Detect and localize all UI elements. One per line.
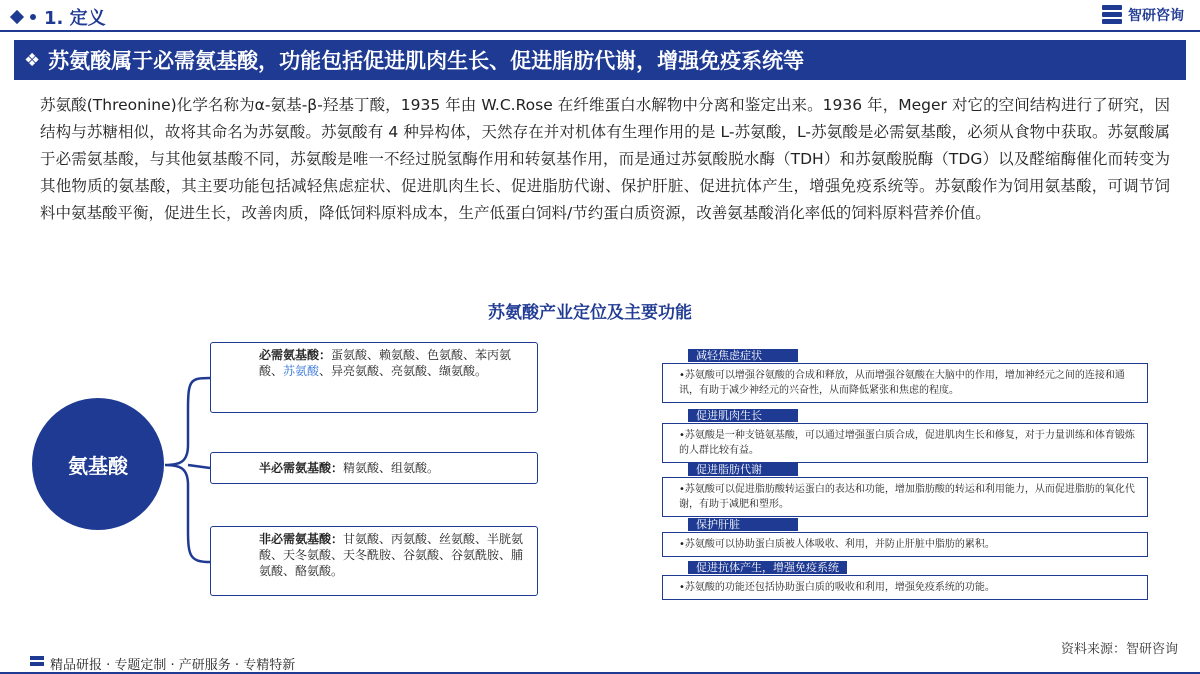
non-essential-list: 甘氨酸、丙氨酸、丝氨酸、半胱氨酸、天冬氨酸、天冬酰胺、谷氨酸、谷氨酰胺、脯氨酸、酪氨酸。 — [259, 532, 524, 578]
non-essential-amino-acid-box — [210, 526, 538, 596]
threonine-highlight: 苏氨酸 — [283, 364, 320, 378]
figure-title: 苏氨酸产业定位及主要功能 — [488, 303, 692, 323]
essential-list-after: 、异亮氨酸、亮氨酸、缬氨酸。 — [319, 364, 488, 378]
function-tag: 减轻焦虑症状 — [688, 349, 798, 362]
function-desc: •苏氨酸是一种支链氨基酸，可以通过增强蛋白质合成，促进肌肉生长和修复，对于力量训练和体育锻炼的人群比较有益。 — [662, 423, 1148, 463]
function-item — [679, 404, 1148, 463]
essential-list-before: 蛋氨酸、赖氨酸、色氨酸、苯丙氨酸、 — [259, 348, 512, 378]
footer-logo-icon — [30, 656, 44, 670]
amino-acid-circle — [32, 398, 164, 530]
intro-paragraph: 苏氨酸(Threonine)化学名称为α-氨基-β-羟基丁酸，1935 年由 W.C.Rose 在纤维蛋白水解物中分离和鉴定出来。1936 年，Meger 对它的空间结构进行了研究，因结构与苏糖相似，故将其命名为苏氨酸。苏氨酸有 4 种异构体，天然存在并对机体有生理作用的是 L-苏氨酸，L-苏氨酸是必需氨基酸，必须从食物中获取。苏氨酸属于必需氨基酸，与其他氨基酸不同，苏氨酸是唯一不经过脱氢酶作用和转氨基作用，而是通过苏氨酸脱水酶（TDH）和苏氨酸脱酶（TDG）以及醛缩酶催化而转变为其他物质的氨基酸，其主要功能包括减轻焦虑症状、促进肌肉生长、促进脂肪代谢、保护肝脏、促进抗体产生，增强免疫系统等。苏氨酸作为饲用氨基酸，可调节饲料中氨基酸平衡，促进生长，改善肉质，降低饲料原料成本，生产低蛋白饲料/节约蛋白质资源，改善氨基酸消化率低的饲料原料营养价值。 — [40, 96, 1170, 222]
function-tag: 促进肌肉生长 — [688, 409, 798, 422]
function-item — [679, 556, 1148, 600]
footer — [0, 652, 1200, 674]
brand-name: 智研咨询 — [1128, 8, 1184, 24]
function-desc: •苏氨酸可以增强谷氨酸的合成和释放，从而增强谷氨酸在大脑中的作用，增加神经元之间的连接和通讯，有助于减少神经元的兴奋性，从而降低紧张和焦虑的程度。 — [662, 363, 1148, 403]
function-desc: •苏氨酸可以协助蛋白质被人体吸收、利用，并防止肝脏中脂肪的累积。 — [662, 532, 1148, 557]
diamond-icon — [10, 10, 24, 24]
function-item — [679, 344, 1148, 403]
function-item — [679, 513, 1148, 557]
double-chevron-icon: ❖ — [24, 49, 41, 71]
source-note: 资料来源：智研咨询 — [1060, 642, 1178, 657]
function-tag: 促进抗体产生，增强免疫系统 — [688, 561, 847, 574]
non-essential-label: 非必需氨基酸： — [259, 532, 344, 546]
brand — [1102, 5, 1184, 25]
function-tag: 保护肝脏 — [688, 518, 798, 531]
semi-essential-label: 半必需氨基酸： — [259, 461, 344, 475]
essential-amino-acid-box — [210, 342, 538, 413]
function-item — [679, 458, 1148, 517]
section-heading — [12, 4, 106, 30]
section-title: 1. 定义 — [44, 8, 106, 29]
essential-label: 必需氨基酸： — [259, 348, 332, 362]
banner-title: 苏氨酸属于必需氨基酸，功能包括促进肌肉生长、促进脂肪代谢，增强免疫系统等 — [48, 49, 805, 73]
semi-essential-list: 精氨酸、组氨酸。 — [343, 461, 440, 475]
function-desc: •苏氨酸的功能还包括协助蛋白质的吸收和利用，增强免疫系统的功能。 — [662, 575, 1148, 600]
function-tag: 促进脂肪代谢 — [688, 463, 798, 476]
dot-icon — [30, 14, 36, 20]
semi-essential-amino-acid-box — [210, 452, 538, 484]
title-banner — [14, 40, 1186, 80]
footer-tagline: 精品研报 · 专题定制 · 产研服务 · 专精特新 — [50, 657, 296, 673]
center-label: 氨基酸 — [68, 453, 128, 478]
brand-logo-icon — [1102, 5, 1122, 25]
header-divider — [0, 30, 1200, 32]
function-desc: •苏氨酸可以促进脂肪酸转运蛋白的表达和功能，增加脂肪酸的转运和利用能力，从而促进脂肪的氧化代谢，有助于减肥和塑形。 — [662, 477, 1148, 517]
